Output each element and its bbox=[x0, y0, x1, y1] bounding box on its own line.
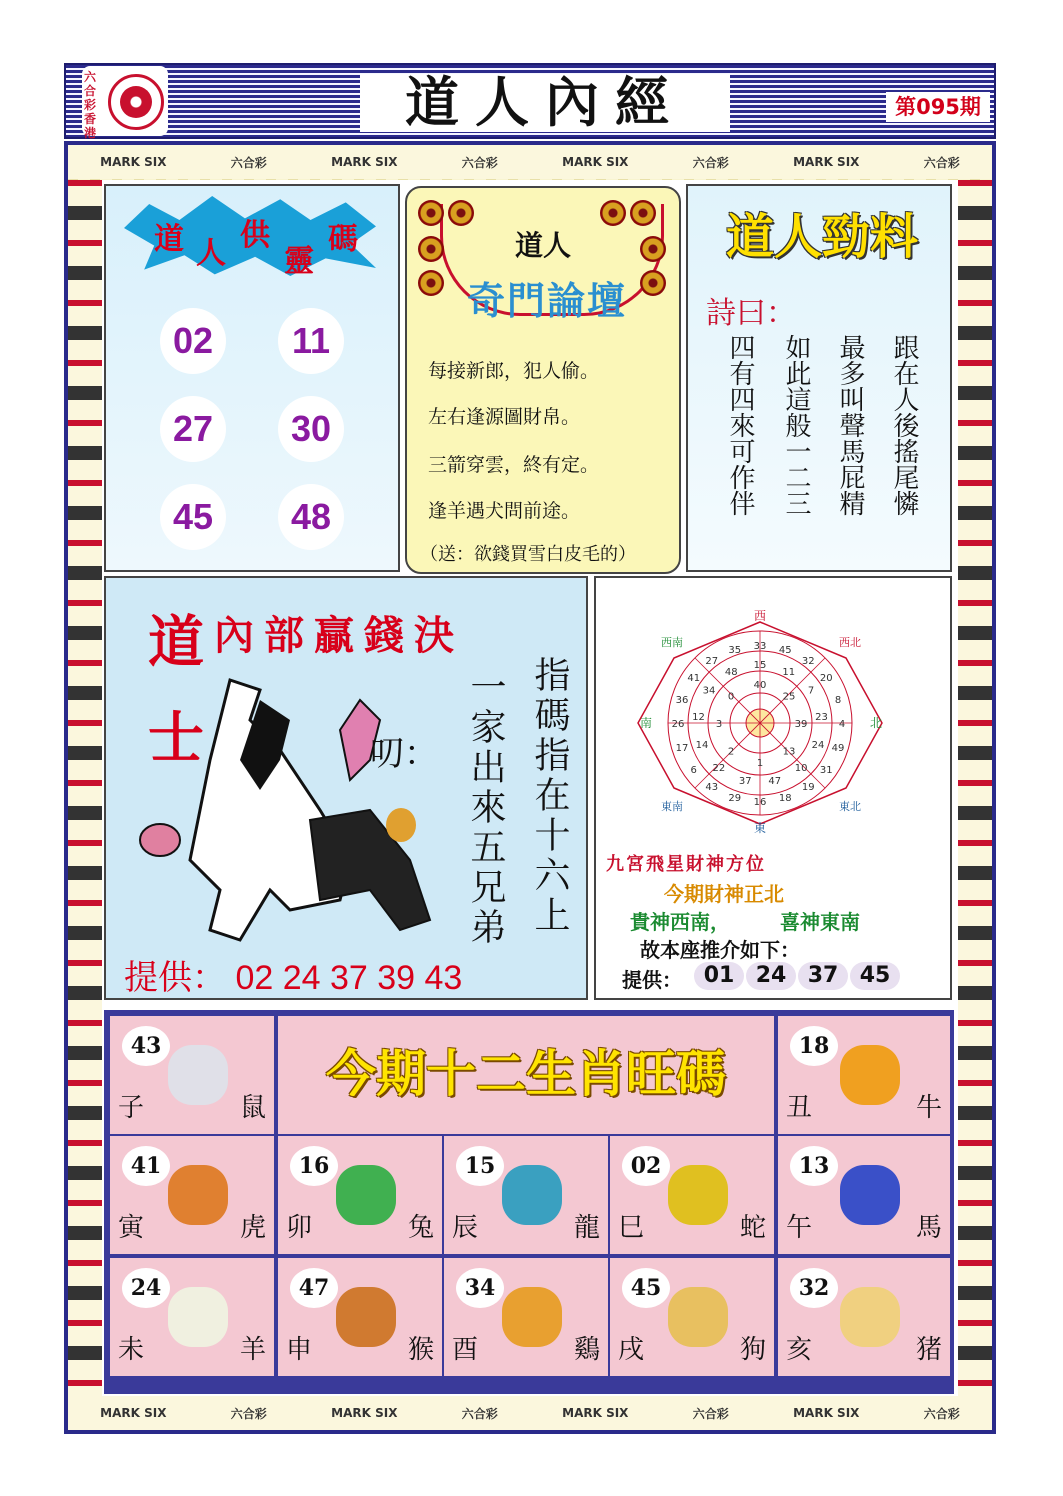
daoshi-title: 道士 bbox=[139, 612, 205, 804]
zodiac-cell bbox=[608, 1134, 776, 1256]
zodiac-animal-icon bbox=[336, 1287, 396, 1347]
poem-column: 四有四來可作伴 bbox=[725, 334, 755, 516]
ring-number: 12 bbox=[692, 711, 705, 723]
zodiac-animal: 鼠 bbox=[239, 1093, 266, 1123]
jinliao-title: 道人勁料 bbox=[725, 209, 918, 265]
zodiac-cell bbox=[108, 1256, 276, 1378]
ring-number: 4 bbox=[838, 719, 846, 730]
neibu-column-left: 一家出來五兄弟 bbox=[465, 668, 506, 948]
dir-label: 西南 bbox=[661, 636, 683, 649]
border-label: 六合彩 bbox=[923, 1406, 960, 1421]
page-title: 道人內經 bbox=[405, 70, 685, 134]
neibu-hint: 叨： bbox=[370, 734, 438, 774]
dir-label: 西 bbox=[753, 609, 767, 623]
compass-line: 喜神東南 bbox=[780, 910, 860, 934]
zodiac-animal: 狗 bbox=[739, 1335, 766, 1365]
ring-number: 1 bbox=[756, 757, 764, 769]
ring-number: 31 bbox=[819, 764, 833, 776]
ring-number: 29 bbox=[728, 793, 742, 805]
border-strip-bottom bbox=[68, 1396, 992, 1430]
lingma-number: 11 bbox=[278, 308, 344, 374]
zodiac-number: 18 bbox=[790, 1026, 838, 1066]
zodiac-animal-icon bbox=[668, 1287, 728, 1347]
poem-column: 最多叫聲馬屁精 bbox=[835, 334, 865, 516]
compass-number: 45 bbox=[850, 962, 900, 990]
zodiac-cell bbox=[276, 1256, 444, 1378]
ring-number: 10 bbox=[794, 763, 808, 775]
heading-char: 人 bbox=[196, 236, 226, 271]
compass-line: 故本座推介如下： bbox=[640, 938, 800, 962]
compass-line: 今期財神正北 bbox=[664, 882, 784, 906]
zodiac-number: 02 bbox=[622, 1146, 670, 1186]
zodiac-branch: 巳 bbox=[618, 1213, 645, 1243]
zodiac-cell bbox=[776, 1134, 952, 1256]
heading-char: 碼 bbox=[328, 222, 358, 257]
border-label: MARK SIX bbox=[331, 155, 398, 169]
dir-label: 北 bbox=[869, 716, 883, 730]
zodiac-cell bbox=[776, 1256, 952, 1378]
zodiac-branch: 午 bbox=[786, 1213, 813, 1243]
ring-number: 26 bbox=[671, 719, 685, 730]
poem-line: 左右逢源圖財帛。 bbox=[428, 406, 581, 428]
dir-label: 東南 bbox=[661, 800, 683, 813]
zodiac-animal-icon bbox=[840, 1045, 900, 1105]
zodiac-animal: 龍 bbox=[573, 1213, 600, 1243]
zodiac-branch: 卯 bbox=[286, 1213, 313, 1243]
zodiac-number: 43 bbox=[122, 1026, 170, 1066]
border-label: MARK SIX bbox=[100, 1406, 167, 1420]
ring-number: 39 bbox=[794, 719, 808, 730]
zodiac-branch: 子 bbox=[118, 1093, 145, 1123]
poem-line: 逢羊遇犬問前途。 bbox=[428, 500, 581, 522]
zodiac-animal: 蛇 bbox=[739, 1213, 766, 1243]
ring-number: 45 bbox=[778, 644, 792, 656]
zodiac-animal-icon bbox=[168, 1165, 228, 1225]
chicken-icon bbox=[386, 808, 416, 842]
ring-number: 25 bbox=[782, 691, 796, 703]
zodiac-branch: 申 bbox=[286, 1335, 313, 1365]
zodiac-animal: 虎 bbox=[239, 1213, 266, 1243]
dir-label: 東 bbox=[753, 821, 767, 835]
lingma-number: 27 bbox=[160, 396, 226, 462]
lingma-number: 45 bbox=[160, 484, 226, 550]
lingma-number: 48 bbox=[278, 484, 344, 550]
dir-label: 東北 bbox=[839, 800, 861, 813]
compass-line: 九宮飛星財神方位 bbox=[606, 854, 766, 875]
ring-number: 23 bbox=[815, 711, 828, 723]
zodiac-branch: 酉 bbox=[452, 1335, 479, 1365]
qimen-title: 奇門論壇 bbox=[466, 278, 627, 323]
zodiac-animal: 牛 bbox=[915, 1093, 942, 1123]
coin-icon bbox=[418, 270, 444, 296]
lingma-heading bbox=[140, 206, 370, 279]
zodiac-animal-icon bbox=[668, 1165, 728, 1225]
zodiac-cell bbox=[608, 1256, 776, 1378]
coin-icon bbox=[448, 200, 474, 226]
border-label: 六合彩 bbox=[230, 155, 267, 170]
zodiac-branch: 辰 bbox=[452, 1213, 479, 1243]
logo-text: 六合彩香港 bbox=[84, 70, 97, 140]
provide-numbers: 02 24 37 39 43 bbox=[235, 959, 463, 997]
zodiac-animal-icon bbox=[840, 1287, 900, 1347]
border-label: MARK SIX bbox=[562, 1406, 629, 1420]
qimen-title-small: 道人 bbox=[514, 229, 571, 262]
compass-line: 貴神西南， bbox=[630, 910, 730, 934]
zodiac-animal: 兔 bbox=[407, 1213, 434, 1243]
ring-number: 2 bbox=[727, 746, 735, 758]
coin-icon bbox=[418, 236, 444, 262]
ring-number: 40 bbox=[753, 680, 767, 692]
coin-icon bbox=[640, 236, 666, 262]
ring-number: 22 bbox=[712, 763, 726, 775]
ring-number: 48 bbox=[724, 666, 738, 678]
ring-number: 24 bbox=[811, 739, 825, 751]
heading-char: 靈 bbox=[284, 244, 314, 279]
zodiac-number: 16 bbox=[290, 1146, 338, 1186]
border-label: 六合彩 bbox=[461, 1406, 498, 1421]
coin-icon bbox=[630, 200, 656, 226]
zodiac-number: 45 bbox=[622, 1268, 670, 1308]
zodiac-animal-icon bbox=[502, 1165, 562, 1225]
zodiac-animal-icon bbox=[168, 1045, 228, 1105]
coin-icon bbox=[418, 200, 444, 226]
poem-line: 每接新郎，犯人偷。 bbox=[428, 360, 600, 382]
bauhinia-icon bbox=[120, 86, 152, 118]
zodiac-cell bbox=[776, 1014, 952, 1136]
border-label: 六合彩 bbox=[923, 155, 960, 170]
ring-number: 0 bbox=[727, 691, 735, 703]
heading-char: 供 bbox=[240, 218, 270, 253]
zodiac-cell bbox=[276, 1134, 444, 1256]
zodiac-cell bbox=[442, 1134, 610, 1256]
ring-number: 18 bbox=[778, 793, 792, 805]
ring-number: 41 bbox=[687, 673, 701, 685]
neibu-heading: 內部贏錢決 bbox=[214, 612, 464, 659]
ring-number: 8 bbox=[834, 694, 842, 706]
poem-column: 跟在人後搖尾憐 bbox=[889, 334, 919, 516]
zodiac-banner-text: 今期十二生肖旺碼 bbox=[326, 1044, 726, 1103]
zodiac-animal-icon bbox=[840, 1165, 900, 1225]
compass-provide-label: 提供： bbox=[622, 968, 682, 992]
zodiac-branch: 未 bbox=[118, 1335, 145, 1365]
border-label: MARK SIX bbox=[793, 1406, 860, 1420]
border-label: 六合彩 bbox=[461, 155, 498, 170]
zodiac-animal: 猴 bbox=[407, 1335, 434, 1365]
lingma-number: 30 bbox=[278, 396, 344, 462]
zodiac-animal-icon bbox=[168, 1287, 228, 1347]
ring-number: 47 bbox=[768, 776, 782, 788]
ring-number: 3 bbox=[715, 719, 723, 730]
poem-label: 詩曰： bbox=[706, 296, 796, 331]
ring-number: 13 bbox=[782, 746, 796, 758]
coin-icon bbox=[640, 270, 666, 296]
ring-number: 15 bbox=[753, 660, 767, 672]
border-label: 六合彩 bbox=[692, 1406, 729, 1421]
lingma-number: 02 bbox=[160, 308, 226, 374]
zodiac-number: 34 bbox=[456, 1268, 504, 1308]
border-label: MARK SIX bbox=[562, 155, 629, 169]
ring-number: 34 bbox=[702, 685, 716, 697]
ring-number: 35 bbox=[728, 644, 742, 656]
provide-label: 提供： bbox=[124, 959, 226, 997]
ring-number: 19 bbox=[801, 782, 815, 793]
zodiac-number: 13 bbox=[790, 1146, 838, 1186]
zodiac-branch: 寅 bbox=[118, 1213, 145, 1243]
zodiac-number: 15 bbox=[456, 1146, 504, 1186]
compass-number: 01 bbox=[694, 962, 744, 990]
border-label: 六合彩 bbox=[692, 155, 729, 170]
border-strip-right bbox=[958, 180, 992, 1396]
zodiac-cell bbox=[108, 1014, 276, 1136]
border-label: MARK SIX bbox=[331, 1406, 398, 1420]
border-label: MARK SIX bbox=[793, 155, 860, 169]
ring-number: 36 bbox=[675, 694, 689, 706]
border-strip-top bbox=[68, 145, 992, 179]
zodiac-number: 41 bbox=[122, 1146, 170, 1186]
zodiac-branch: 亥 bbox=[786, 1335, 813, 1365]
neibu-provide bbox=[124, 950, 462, 999]
ring-number: 14 bbox=[695, 739, 709, 751]
ring-number: 49 bbox=[831, 743, 845, 755]
compass-number: 24 bbox=[746, 962, 796, 990]
zodiac-banner bbox=[276, 1014, 776, 1136]
compass-number: 37 bbox=[798, 962, 848, 990]
poem-column: 如此這般一二三 bbox=[781, 334, 811, 516]
ring-number: 32 bbox=[801, 656, 815, 667]
border-label: MARK SIX bbox=[100, 155, 167, 169]
zodiac-cell bbox=[108, 1134, 276, 1256]
zodiac-animal: 鷄 bbox=[573, 1335, 600, 1365]
ring-number: 17 bbox=[675, 743, 689, 755]
zodiac-animal: 馬 bbox=[915, 1213, 942, 1243]
ring-number: 16 bbox=[753, 796, 767, 808]
ring-number: 43 bbox=[705, 782, 719, 793]
border-strip-left bbox=[68, 180, 102, 1396]
ring-number: 37 bbox=[738, 776, 752, 788]
ring-number: 6 bbox=[690, 764, 697, 776]
zodiac-animal-icon bbox=[502, 1287, 562, 1347]
neibu-column-right: 指碼指在十六上 bbox=[529, 656, 570, 936]
issue-number: 第095期 bbox=[895, 95, 981, 119]
poem-line: 三箭穿雲，終有定。 bbox=[428, 454, 600, 476]
zodiac-animal: 羊 bbox=[239, 1335, 266, 1365]
heading-char: 道 bbox=[154, 222, 184, 257]
zodiac-branch: 丑 bbox=[786, 1093, 813, 1123]
dir-label: 西北 bbox=[839, 636, 861, 649]
zodiac-branch: 戌 bbox=[618, 1335, 645, 1365]
coin-icon bbox=[600, 200, 626, 226]
daoshi-illustration bbox=[110, 660, 450, 950]
ring-number: 27 bbox=[705, 656, 719, 667]
dir-label: 南 bbox=[639, 716, 653, 730]
zodiac-number: 24 bbox=[122, 1268, 170, 1308]
ring-number: 7 bbox=[807, 685, 815, 697]
bagua-compass bbox=[632, 609, 888, 835]
zodiac-animal-icon bbox=[336, 1165, 396, 1225]
poem-note: （送：欲錢買雪白皮毛的） bbox=[420, 544, 636, 565]
zodiac-animal: 猪 bbox=[915, 1335, 942, 1365]
ring-number: 11 bbox=[782, 666, 796, 678]
ring-number: 20 bbox=[819, 673, 833, 685]
ring-number: 33 bbox=[753, 641, 767, 653]
border-label: 六合彩 bbox=[230, 1406, 267, 1421]
zodiac-number: 32 bbox=[790, 1268, 838, 1308]
zodiac-number: 47 bbox=[290, 1268, 338, 1308]
zodiac-cell bbox=[442, 1256, 610, 1378]
